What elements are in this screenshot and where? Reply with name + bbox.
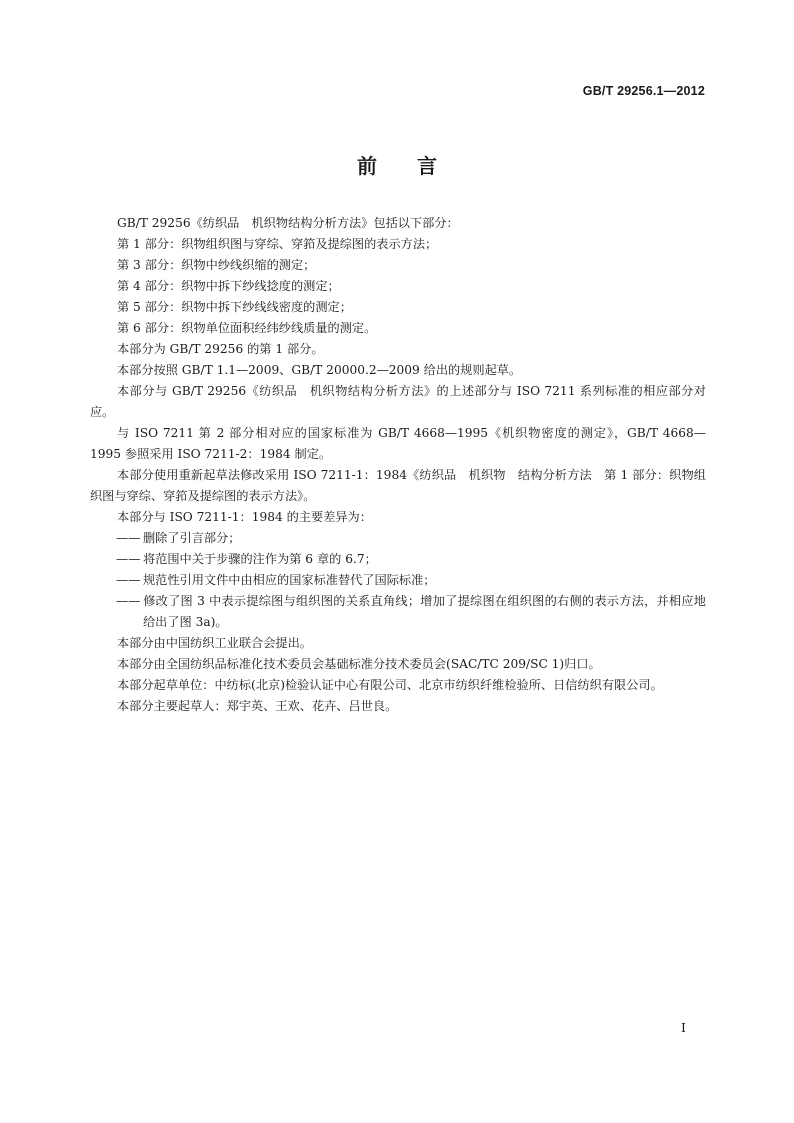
paragraph: 本部分起草单位：中纺标(北京)检验认证中心有限公司、北京市纺织纤维检验所、日信纺织有限公司。 (117, 678, 663, 692)
difference-item (90, 591, 706, 633)
difference-item (90, 570, 706, 591)
paragraph: 本部分使用重新起草法修改采用 ISO 7211-1：1984《纺织品 机织物 结构分析方法 第 1 部分：织物组织图与穿综、穿筘及提综图的表示方法》。 (90, 468, 706, 503)
paragraph: 本部分与 ISO 7211-1：1984 的主要差异为： (117, 510, 372, 524)
paragraph: 本部分与 GB/T 29256《纺织品 机织物结构分析方法》的上述部分与 ISO 7211 系列标准的相应部分对应。 (90, 384, 706, 419)
paragraph: 本部分为 GB/T 29256 的第 1 部分。 (117, 342, 324, 356)
paragraph: 第 4 部分：织物中拆下纱线捻度的测定； (117, 279, 340, 293)
paragraph: 第 6 部分：织物单位面积经纬纱线质量的测定。 (117, 321, 377, 335)
dash-marker: —— (116, 552, 141, 566)
paragraph: 本部分由全国纺织品标准化技术委员会基础标准分技术委员会(SAC/TC 209/SC 1)归口。 (117, 657, 601, 671)
difference-item (90, 549, 706, 570)
paragraph: 与 ISO 7211 第 2 部分相对应的国家标准为 GB/T 4668—1995《机织物密度的测定》，GB/T 4668—1995 参照采用 ISO 7211-2：1984 制定。 (90, 426, 706, 461)
paragraph: 本部分按照 GB/T 1.1—2009、GB/T 20000.2—2009 给出的规则起草。 (117, 363, 522, 377)
dash-marker: —— (116, 573, 141, 587)
paragraph: GB/T 29256《纺织品 机织物结构分析方法》包括以下部分： (117, 216, 459, 230)
foreword-body (90, 213, 706, 717)
paragraph: 本部分由中国纺织工业联合会提出。 (117, 636, 312, 650)
standard-number: GB/T 29256.1—2012 (582, 84, 705, 98)
paragraph: 第 3 部分：织物中纱线织缩的测定； (117, 258, 316, 272)
dash-marker: —— (116, 531, 141, 545)
page-title: 前言 (357, 154, 477, 178)
paragraph: 第 1 部分：织物组织图与穿综、穿筘及提综图的表示方法； (117, 237, 438, 251)
difference-text: 删除了引言部分； (143, 531, 241, 545)
difference-item (90, 528, 706, 549)
paragraph: 本部分主要起草人：郑宇英、王欢、花卉、吕世良。 (117, 699, 398, 713)
dash-marker: —— (116, 594, 141, 608)
difference-text: 修改了图 3 中表示提综图与组织图的关系直角线；增加了提综图在组织图的右侧的表示方法，并相应地给出了图 3a)。 (143, 594, 706, 629)
difference-text: 规范性引用文件中由相应的国家标准替代了国际标准； (143, 573, 436, 587)
page-number: I (681, 1020, 686, 1035)
difference-text: 将范围中关于步骤的注作为第 6 章的 6.7； (143, 552, 377, 566)
paragraph: 第 5 部分：织物中拆下纱线线密度的测定； (117, 300, 352, 314)
